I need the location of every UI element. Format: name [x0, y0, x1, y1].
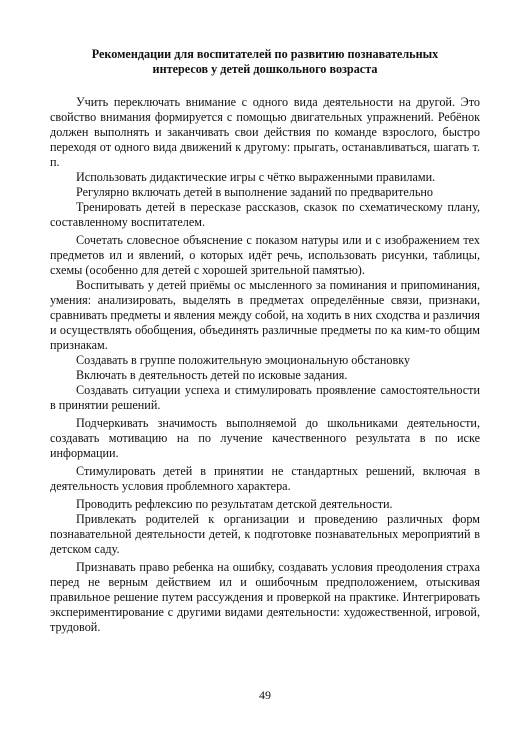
- body-text: [50, 95, 480, 635]
- paragraph: Подчеркивать значимость выполняемой до школьниками деятельности, создавать мотивацию на по лучение качественного результата в по иске информации.: [50, 416, 480, 460]
- page-number: 49: [259, 688, 271, 702]
- paragraph: Признавать право ребенка на ошибку, создавать условия преодоления страха перед не верным действием ил и ошибочным предположением, отыскивая правильное решение путем рассуждения и проверкой на практике. Интегрировать экспериментирование с другими видами деятельности: художественной, игровой, трудовой.: [50, 560, 480, 634]
- page-title: [50, 47, 480, 77]
- paragraph: Привлекать родителей к организации и проведению различных форм познавательной деятельности детей, к подготовке познавательных мероприятий в детском саду.: [50, 512, 480, 556]
- paragraph: Проводить рефлексию по результатам детской деятельности.: [76, 497, 393, 511]
- paragraph: Создавать ситуации успеха и стимулировать проявление самостоятельности в принятии решений.: [50, 383, 480, 412]
- paragraph: Использовать дидактические игры с чётко выраженными правилами.: [76, 170, 436, 184]
- paragraph: Регулярно включать детей в выполнение заданий по предварительно: [76, 185, 433, 199]
- paragraph: Сочетать словесное объяснение с показом натуры или и с изображением тех предметов ил и явлений, о которых идёт речь, использовать рисунки, таблицы, схемы (особенно для детей с хорошей зрительной памятью).: [50, 233, 480, 277]
- paragraph: Воспитывать у детей приёмы ос мысленного за поминания и припоминания, умения: анализировать, выделять в предметах определённые связи, признаки, сравнивать предметы и явления между собой, на ходить в них сходства и различия и осуществлять обобщения, объединять различные предметы по ка ким-то общим признакам.: [50, 278, 480, 352]
- paragraph: Тренировать детей в пересказе рассказов, сказок по схематическому плану, составленному воспитателем.: [50, 200, 480, 229]
- paragraph: Стимулировать детей в принятии не стандартных решений, включая в деятельность условия проблемного характера.: [50, 464, 480, 493]
- title-line-1: Рекомендации для воспитателей по развитию познавательных: [91, 47, 439, 61]
- title-line-2: интересов у детей дошкольного возраста: [152, 62, 378, 76]
- paragraph: Учить переключать внимание с одного вида деятельности на другой. Это свойство внимания формируется с помощью двигательных упражнений. Ребёнок должен выполнять и заканчивать свои действия по команде взрослого, быстро переходя от одного вида движений к другому: прыгать, останавливаться, шагать т. п.: [50, 95, 480, 169]
- paragraph: Создавать в группе положительную эмоциональную обстановку: [76, 353, 411, 367]
- paragraph: Включать в деятельность детей по исковые задания.: [76, 368, 348, 382]
